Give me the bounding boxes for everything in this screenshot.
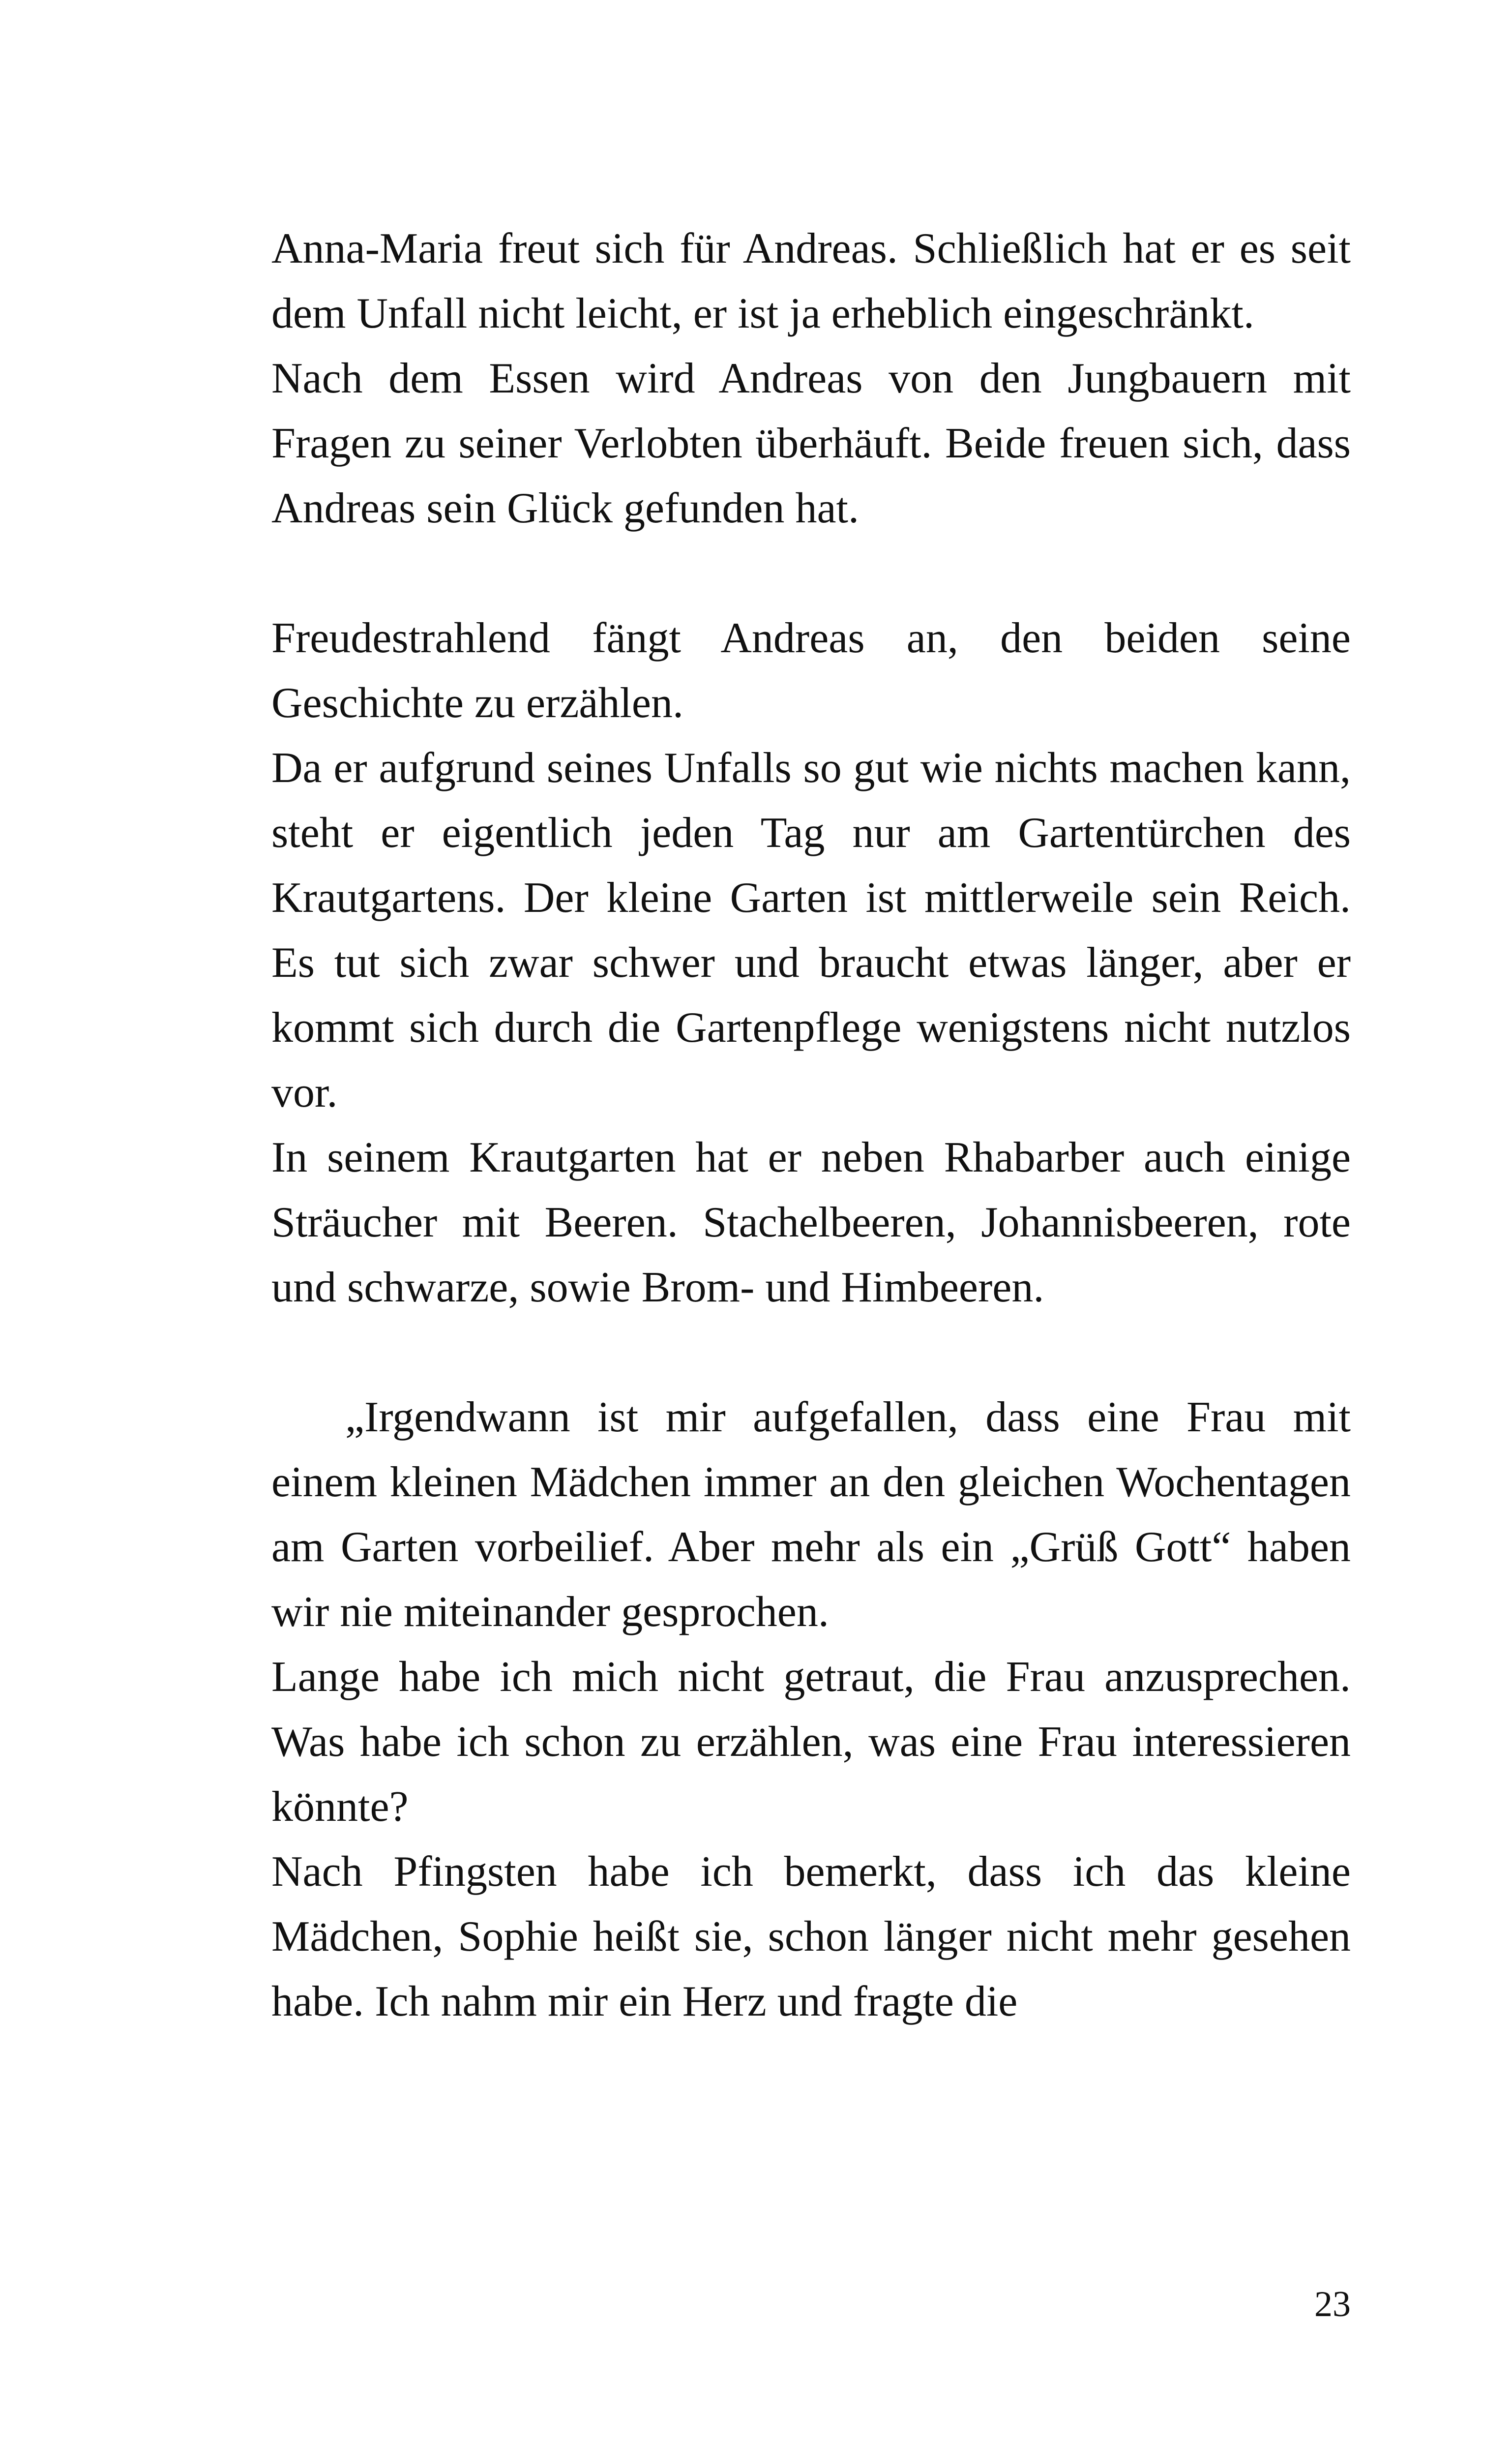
paragraph-irgendwann: „Irgendwann ist mir aufgefallen, dass eine Frau mit einem kleinen Mädchen immer an den gleichen Wochentagen am Garten vorbeilief. Aber mehr als ein „Grüß Gott“ haben wir nie miteinander gesprochen. <box>271 1393 1351 1636</box>
paragraph-unfall: Da er aufgrund seines Unfalls so gut wie nichts machen kann, steht er eigentlich jeden Tag nur am Gartentürchen des Krautgartens. Der kleine Garten ist mittlerweile sein Reich. Es tut sich zwar schwer und braucht etwas länger, aber er kommt sich durch die Gartenpflege wenigstens nicht nutzlos vor. <box>271 744 1351 1116</box>
paragraph-pfingsten: Nach Pfingsten habe ich bemerkt, dass ich das kleine Mädchen, Sophie heißt sie, schon länger nicht mehr gesehen habe. Ich nahm mir ein Herz und fragte die <box>271 1848 1351 2025</box>
paragraph-lange: Lange habe ich mich nicht getraut, die Frau anzusprechen. Was habe ich schon zu erzählen, was eine Frau interessieren könnte? <box>271 1653 1351 1831</box>
page-number: 23 <box>1314 2284 1351 2324</box>
paragraph-spacer <box>271 1320 1351 1385</box>
paragraph-spacer <box>271 541 1351 606</box>
body-text <box>271 216 1351 2034</box>
paragraph-essen: Nach dem Essen wird Andreas von den Jungbauern mit Fragen zu seiner Verlobten überhäuft. Beide freuen sich, dass Andreas sein Glück gefunden hat. <box>271 355 1351 532</box>
paragraph-freudestrahlend: Freudestrahlend fängt Andreas an, den beiden seine Geschichte zu erzählen. <box>271 614 1351 727</box>
paragraph-anna-maria: Anna-Maria freut sich für Andreas. Schließlich hat er es seit dem Unfall nicht leicht, er ist ja erheblich eingeschränkt. <box>271 225 1351 337</box>
paragraph-krautgarten: In seinem Krautgarten hat er neben Rhabarber auch einige Sträucher mit Beeren. Stachelbeeren, Johannisbeeren, rote und schwarze, sowie Brom- und Himbeeren. <box>271 1134 1351 1311</box>
